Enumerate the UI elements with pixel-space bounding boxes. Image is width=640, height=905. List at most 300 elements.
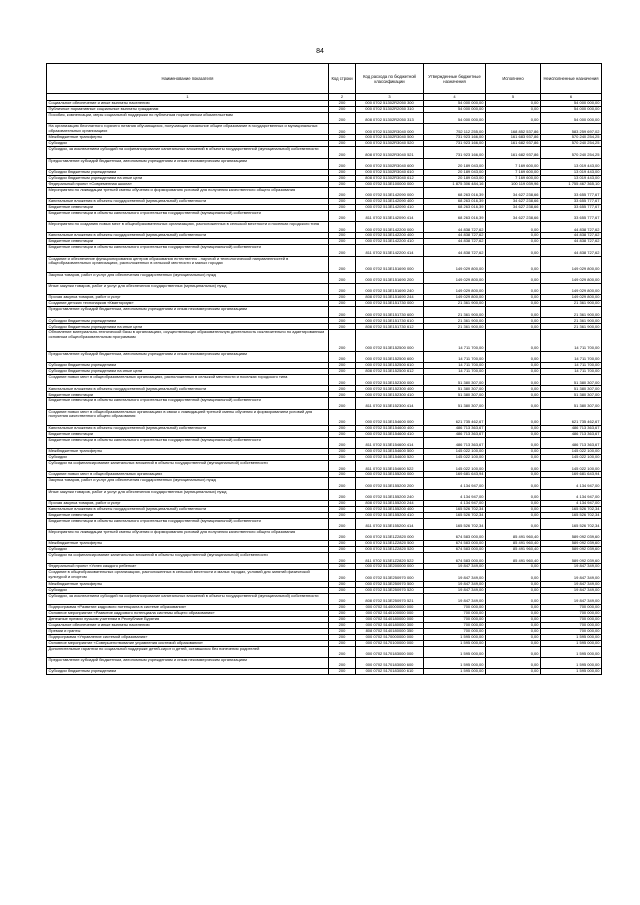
row-kbk: 000 0702 513E151730 600 bbox=[356, 307, 424, 318]
row-executed: 0,00 bbox=[486, 455, 541, 461]
row-executed: 0,00 bbox=[486, 646, 541, 657]
row-approved: 752 112 255,00 bbox=[424, 124, 486, 135]
row-line-code: 200 bbox=[329, 593, 356, 604]
row-name: Прочая закупка товаров, работ и услуг bbox=[47, 295, 329, 301]
row-remaining: 44 838 727,62 bbox=[541, 222, 602, 233]
row-executed: 0,00 bbox=[486, 245, 541, 256]
row-name: Капитальные вложения в объекты государственной (муниципальной) собственности bbox=[47, 386, 329, 392]
row-kbk: 808 0702 513E151690 244 bbox=[356, 295, 424, 301]
row-kbk: 000 0702 51302R3040 610 bbox=[356, 169, 424, 175]
row-line-code: 200 bbox=[329, 135, 356, 141]
row-executed: 34 627 238,66 bbox=[486, 187, 541, 198]
row-kbk: 000 0702 513E250970 500 bbox=[356, 581, 424, 587]
row-remaining: 33 655 777,67 bbox=[541, 187, 602, 198]
row-remaining: 589 092 039,60 bbox=[541, 541, 602, 547]
row-line-code: 200 bbox=[329, 472, 356, 478]
row-name: Субсидии бюджетным учреждениям на иные цели bbox=[47, 369, 329, 375]
row-name: Создание в общеобразовательных организациях, расположенных в сельской местности и малых городах, условий для занятий физической культурой и спортом bbox=[47, 570, 329, 581]
row-line-code: 200 bbox=[329, 204, 356, 210]
row-executed: 0,00 bbox=[486, 307, 541, 318]
row-line-code: 200 bbox=[329, 363, 356, 369]
row-line-code: 200 bbox=[329, 158, 356, 169]
column-number-row bbox=[47, 94, 602, 101]
row-executed: 0,00 bbox=[486, 409, 541, 425]
row-remaining: 149 029 800,00 bbox=[541, 272, 602, 283]
table-row bbox=[47, 147, 602, 158]
row-executed: 0,00 bbox=[486, 449, 541, 455]
row-name: Денежные премии лучшим учителям в Республике Бурятия bbox=[47, 616, 329, 622]
row-name: Создание новых мест в общеобразовательных организациях, расположенных в сельской местности и поселках городского типа bbox=[47, 375, 329, 386]
table-row bbox=[47, 646, 602, 657]
row-remaining: 54 000 000,00 bbox=[541, 113, 602, 124]
row-kbk: 000 0702 513E152300 400 bbox=[356, 386, 424, 392]
row-approved: 68 263 016,39 bbox=[424, 204, 486, 210]
row-executed: 0,00 bbox=[486, 386, 541, 392]
row-kbk: 000 0702 513E152500 000 bbox=[356, 330, 424, 352]
row-name: Субсидии bbox=[47, 587, 329, 593]
row-name: На организацию бесплатного горячего питания обучающихся, получающих начальное общее образование в государственных и муниципальных образовательных организациях bbox=[47, 124, 329, 135]
row-executed: 0,00 bbox=[486, 398, 541, 409]
table-row bbox=[47, 570, 602, 581]
row-executed: 0,00 bbox=[486, 295, 541, 301]
row-kbk: 808 0702 5140180000 350 bbox=[356, 628, 424, 634]
row-executed: 0,00 bbox=[486, 284, 541, 295]
row-remaining: 19 847 349,00 bbox=[541, 564, 602, 570]
row-approved: 19 847 349,00 bbox=[424, 570, 486, 581]
row-kbk: 000 0702 513E142200 000 bbox=[356, 222, 424, 233]
row-remaining: 4 134 947,00 bbox=[541, 489, 602, 500]
row-line-code: 200 bbox=[329, 553, 356, 564]
row-kbk: 000 0702 513E1Z2820 520 bbox=[356, 547, 424, 553]
row-line-code: 200 bbox=[329, 324, 356, 330]
row-kbk: 000 0702 513E154600 520 bbox=[356, 455, 424, 461]
row-kbk: 000 0702 513E142090 000 bbox=[356, 187, 424, 198]
row-remaining: 13 019 443,00 bbox=[541, 169, 602, 175]
row-name: Бюджетные инвестиции bbox=[47, 239, 329, 245]
row-remaining: 1 595 000,00 bbox=[541, 646, 602, 657]
row-remaining: 44 838 727,62 bbox=[541, 233, 602, 239]
row-kbk: 000 0702 513E154600 400 bbox=[356, 426, 424, 432]
row-remaining: 165 526 702,34 bbox=[541, 512, 602, 518]
row-line-code: 200 bbox=[329, 616, 356, 622]
row-executed: 0,00 bbox=[486, 101, 541, 107]
row-kbk: 000 0702 5170183000 610 bbox=[356, 669, 424, 675]
table-row bbox=[47, 245, 602, 256]
row-executed: 0,00 bbox=[486, 363, 541, 369]
row-name: Межбюджетные трансферты bbox=[47, 541, 329, 547]
row-name: Субсидии бюджетным учреждениям bbox=[47, 669, 329, 675]
row-kbk: 808 0702 51302R3040 521 bbox=[356, 147, 424, 158]
row-approved: 149 029 800,00 bbox=[424, 256, 486, 272]
row-kbk: 000 0702 513E155200 240 bbox=[356, 489, 424, 500]
row-kbk: 811 0702 513E154600 522 bbox=[356, 461, 424, 472]
row-executed: 0,00 bbox=[486, 628, 541, 634]
row-approved: 20 189 043,00 bbox=[424, 175, 486, 181]
table-row bbox=[47, 409, 602, 425]
row-executed: 100 119 039,96 bbox=[486, 181, 541, 187]
row-line-code: 200 bbox=[329, 198, 356, 204]
row-approved: 1 595 000,00 bbox=[424, 657, 486, 668]
row-remaining: 21 361 900,00 bbox=[541, 324, 602, 330]
row-remaining: 570 240 254,25 bbox=[541, 147, 602, 158]
row-kbk: 000 0702 5140180000 000 bbox=[356, 616, 424, 622]
row-line-code: 200 bbox=[329, 634, 356, 640]
row-executed: 0,00 bbox=[486, 318, 541, 324]
row-line-code: 200 bbox=[329, 239, 356, 245]
row-approved: 169 681 643,94 bbox=[424, 472, 486, 478]
row-remaining: 4 134 947,00 bbox=[541, 478, 602, 489]
row-approved: 145 022 100,00 bbox=[424, 461, 486, 472]
row-remaining: 165 526 702,34 bbox=[541, 506, 602, 512]
row-kbk: 000 0702 513E154600 500 bbox=[356, 449, 424, 455]
row-name: Прочая закупка товаров, работ и услуг bbox=[47, 500, 329, 506]
row-remaining: 700 000,00 bbox=[541, 622, 602, 628]
row-line-code: 200 bbox=[329, 581, 356, 587]
row-approved: 1 595 000,00 bbox=[424, 640, 486, 646]
row-name: Мероприятия по ликвидации третьей смены обучения и формированию условий для получения качественного общего образования bbox=[47, 529, 329, 540]
row-name: Дополнительные гарантии по социальной поддержке детей-сирот и детей, оставшихся без попечения родителей bbox=[47, 646, 329, 657]
table-row bbox=[47, 669, 602, 675]
header-name: Наименование показателя bbox=[47, 64, 329, 94]
column-number: 4 bbox=[424, 94, 486, 101]
row-approved: 4 134 947,00 bbox=[424, 478, 486, 489]
row-executed: 0,00 bbox=[486, 375, 541, 386]
row-approved: 44 838 727,62 bbox=[424, 222, 486, 233]
row-kbk: 000 0702 51302R3040 000 bbox=[356, 124, 424, 135]
row-kbk: 000 0702 513E155200 000 bbox=[356, 472, 424, 478]
row-remaining: 13 019 443,00 bbox=[541, 158, 602, 169]
row-approved: 68 263 016,39 bbox=[424, 187, 486, 198]
row-line-code: 200 bbox=[329, 500, 356, 506]
row-line-code: 200 bbox=[329, 375, 356, 386]
row-remaining: 486 713 363,67 bbox=[541, 426, 602, 432]
row-approved: 21 361 900,00 bbox=[424, 318, 486, 324]
row-executed: 0,00 bbox=[486, 472, 541, 478]
row-remaining: 19 847 349,00 bbox=[541, 587, 602, 593]
row-executed: 0,00 bbox=[486, 272, 541, 283]
row-kbk: 000 0702 513E151690 240 bbox=[356, 284, 424, 295]
row-line-code: 200 bbox=[329, 386, 356, 392]
row-approved: 149 029 800,00 bbox=[424, 272, 486, 283]
row-executed: 0,00 bbox=[486, 113, 541, 124]
row-name: Субсидии bbox=[47, 141, 329, 147]
row-line-code: 200 bbox=[329, 318, 356, 324]
row-remaining: 570 240 254,25 bbox=[541, 135, 602, 141]
row-line-code: 200 bbox=[329, 489, 356, 500]
column-number: 6 bbox=[541, 94, 602, 101]
row-name: Предоставление субсидий бюджетным, автономным учреждениям и иным некоммерческим организациям bbox=[47, 352, 329, 363]
table-row bbox=[47, 657, 602, 668]
row-name: Федеральный проект «Современная школа» bbox=[47, 181, 329, 187]
row-name: Подпрограмма «Развитие кадрового потенциала в системе образования» bbox=[47, 604, 329, 610]
row-remaining: 21 361 900,00 bbox=[541, 318, 602, 324]
row-executed: 0,00 bbox=[486, 461, 541, 472]
row-kbk: 000 0702 513E151690 200 bbox=[356, 272, 424, 283]
row-approved: 68 263 016,39 bbox=[424, 210, 486, 221]
row-remaining: 33 655 777,67 bbox=[541, 204, 602, 210]
row-remaining: 700 000,00 bbox=[541, 610, 602, 616]
row-line-code: 200 bbox=[329, 369, 356, 375]
row-approved: 14 711 700,00 bbox=[424, 330, 486, 352]
row-executed: 0,00 bbox=[486, 518, 541, 529]
row-kbk: 000 0702 513E155200 200 bbox=[356, 478, 424, 489]
row-name: Капитальные вложения в объекты государственной (муниципальной) собственности bbox=[47, 233, 329, 239]
row-line-code: 200 bbox=[329, 272, 356, 283]
row-executed: 0,00 bbox=[486, 107, 541, 113]
row-executed: 0,00 bbox=[486, 426, 541, 432]
row-name: Бюджетные инвестиции bbox=[47, 392, 329, 398]
row-name: Субсидии bbox=[47, 455, 329, 461]
row-name: Бюджетные инвестиции в объекты капитального строительства государственной (муниципальной) собственности bbox=[47, 518, 329, 529]
row-name: Капитальные вложения в объекты государственной (муниципальной) собственности bbox=[47, 426, 329, 432]
row-line-code: 200 bbox=[329, 564, 356, 570]
row-approved: 700 000,00 bbox=[424, 622, 486, 628]
row-kbk: 000 0702 513E155200 410 bbox=[356, 512, 424, 518]
row-executed: 0,00 bbox=[486, 489, 541, 500]
row-kbk: 000 0702 513E152300 410 bbox=[356, 392, 424, 398]
row-approved: 674 583 000,00 bbox=[424, 541, 486, 547]
row-approved: 21 361 900,00 bbox=[424, 301, 486, 307]
row-line-code: 200 bbox=[329, 438, 356, 449]
row-line-code: 200 bbox=[329, 426, 356, 432]
row-remaining: 1 595 000,00 bbox=[541, 669, 602, 675]
table-row bbox=[47, 272, 602, 283]
row-line-code: 200 bbox=[329, 101, 356, 107]
row-approved: 149 029 800,00 bbox=[424, 284, 486, 295]
row-name: Субсидии bbox=[47, 547, 329, 553]
row-name: Бюджетные инвестиции в объекты капитального строительства государственной (муниципальной) собственности bbox=[47, 245, 329, 256]
row-line-code: 200 bbox=[329, 657, 356, 668]
table-row bbox=[47, 375, 602, 386]
row-line-code: 200 bbox=[329, 518, 356, 529]
row-line-code: 200 bbox=[329, 669, 356, 675]
row-name: Иные закупки товаров, работ и услуг для обеспечения государственных (муниципальных) нужд bbox=[47, 489, 329, 500]
row-kbk: 000 0702 513E142090 400 bbox=[356, 198, 424, 204]
row-kbk: 000 0702 513E155200 400 bbox=[356, 506, 424, 512]
row-approved: 14 711 700,00 bbox=[424, 363, 486, 369]
row-name: Субсидии на софинансирование капитальных вложений в объекты государственной (муниципальной) собственности bbox=[47, 461, 329, 472]
row-name: Межбюджетные трансферты bbox=[47, 135, 329, 141]
table-row bbox=[47, 158, 602, 169]
row-approved: 20 189 043,00 bbox=[424, 158, 486, 169]
row-name: Субсидии бюджетным учреждениям на иные цели bbox=[47, 175, 329, 181]
row-executed: 0,00 bbox=[486, 634, 541, 640]
row-kbk: 000 0702 513E152500 600 bbox=[356, 352, 424, 363]
row-line-code: 200 bbox=[329, 147, 356, 158]
row-kbk: 000 0702 513E152300 000 bbox=[356, 375, 424, 386]
row-remaining: 44 838 727,62 bbox=[541, 245, 602, 256]
row-name: Бюджетные инвестиции в объекты капитального строительства государственной (муниципальной) собственности bbox=[47, 438, 329, 449]
row-executed: 0,00 bbox=[486, 570, 541, 581]
row-approved: 68 263 016,39 bbox=[424, 198, 486, 204]
row-name: Межбюджетные трансферты bbox=[47, 449, 329, 455]
row-name: Предоставление субсидий бюджетным, автономным учреждениям и иным некоммерческим организациям bbox=[47, 307, 329, 318]
table-header-row bbox=[47, 64, 602, 94]
row-approved: 165 526 702,34 bbox=[424, 506, 486, 512]
row-approved: 674 583 000,00 bbox=[424, 529, 486, 540]
row-name: Основное мероприятие «Развитие кадрового потенциала системы общего образования» bbox=[47, 610, 329, 616]
row-line-code: 200 bbox=[329, 175, 356, 181]
row-executed: 0,00 bbox=[486, 432, 541, 438]
table-row bbox=[47, 113, 602, 124]
row-executed: 168 852 537,86 bbox=[486, 124, 541, 135]
row-executed: 0,00 bbox=[486, 657, 541, 668]
row-kbk: 000 0702 51302R3040 500 bbox=[356, 135, 424, 141]
row-kbk: 000 0702 513E200000 000 bbox=[356, 564, 424, 570]
row-line-code: 200 bbox=[329, 330, 356, 352]
row-approved: 20 189 043,00 bbox=[424, 169, 486, 175]
row-approved: 51 380 307,00 bbox=[424, 375, 486, 386]
row-line-code: 200 bbox=[329, 449, 356, 455]
row-kbk: 000 0702 513E142200 410 bbox=[356, 239, 424, 245]
row-executed: 85 491 960,40 bbox=[486, 553, 541, 564]
row-remaining: 589 092 039,60 bbox=[541, 547, 602, 553]
row-kbk: 808 0702 51302R3040 612 bbox=[356, 175, 424, 181]
row-approved: 165 526 702,34 bbox=[424, 518, 486, 529]
row-line-code: 200 bbox=[329, 210, 356, 221]
row-executed: 0,00 bbox=[486, 593, 541, 604]
row-name: Премии и гранты bbox=[47, 628, 329, 634]
row-kbk: 808 0702 513E151730 612 bbox=[356, 324, 424, 330]
row-kbk: 811 0702 513E142090 414 bbox=[356, 210, 424, 221]
row-name: Федеральный проект «Успех каждого ребенка» bbox=[47, 564, 329, 570]
row-executed: 0,00 bbox=[486, 604, 541, 610]
row-approved: 621 735 462,67 bbox=[424, 409, 486, 425]
row-line-code: 200 bbox=[329, 295, 356, 301]
row-executed: 34 627 238,66 bbox=[486, 198, 541, 204]
row-executed: 0,00 bbox=[486, 500, 541, 506]
table-row bbox=[47, 398, 602, 409]
row-remaining: 149 029 800,00 bbox=[541, 256, 602, 272]
row-approved: 51 380 307,00 bbox=[424, 392, 486, 398]
row-kbk: 000 0702 5170183000 600 bbox=[356, 657, 424, 668]
row-line-code: 200 bbox=[329, 124, 356, 135]
row-approved: 145 022 100,00 bbox=[424, 449, 486, 455]
row-executed: 85 491 960,40 bbox=[486, 529, 541, 540]
row-line-code: 200 bbox=[329, 610, 356, 616]
row-line-code: 200 bbox=[329, 107, 356, 113]
row-name: Закупка товаров, работ и услуг для обеспечения государственных (муниципальных) нужд bbox=[47, 478, 329, 489]
row-name: Капитальные вложения в объекты государственной (муниципальной) собственности bbox=[47, 198, 329, 204]
row-executed: 7 169 600,00 bbox=[486, 158, 541, 169]
row-approved: 54 000 000,00 bbox=[424, 101, 486, 107]
row-remaining: 700 000,00 bbox=[541, 616, 602, 622]
header-remaining: Неисполненные назначения bbox=[541, 64, 602, 94]
row-remaining: 54 000 000,00 bbox=[541, 101, 602, 107]
row-kbk: 808 0702 513E152500 612 bbox=[356, 369, 424, 375]
row-line-code: 200 bbox=[329, 512, 356, 518]
row-line-code: 200 bbox=[329, 284, 356, 295]
row-approved: 19 847 349,00 bbox=[424, 564, 486, 570]
row-kbk: 811 0702 513E155200 414 bbox=[356, 518, 424, 529]
row-line-code: 200 bbox=[329, 409, 356, 425]
row-approved: 700 000,00 bbox=[424, 628, 486, 634]
row-executed: 0,00 bbox=[486, 239, 541, 245]
row-remaining: 51 380 307,00 bbox=[541, 392, 602, 398]
row-kbk: 000 0702 513E250970 000 bbox=[356, 570, 424, 581]
row-kbk: 000 0702 513E152500 610 bbox=[356, 363, 424, 369]
row-executed: 0,00 bbox=[486, 330, 541, 352]
row-name: Мероприятия по созданию новых мест в общеобразовательных организациях, расположенных в сельской местности и поселках городского типа bbox=[47, 222, 329, 233]
row-remaining: 14 711 700,00 bbox=[541, 330, 602, 352]
table-row bbox=[47, 187, 602, 198]
row-kbk: 000 0702 513E154600 000 bbox=[356, 409, 424, 425]
row-line-code: 200 bbox=[329, 529, 356, 540]
row-name: Предоставление субсидий бюджетным, автономным учреждениям и иным некоммерческим организациям bbox=[47, 657, 329, 668]
table-row bbox=[47, 553, 602, 564]
row-kbk: 000 0702 513E142090 410 bbox=[356, 204, 424, 210]
row-name: Бюджетные инвестиции bbox=[47, 512, 329, 518]
row-line-code: 200 bbox=[329, 640, 356, 646]
row-kbk: 808 0702 513E250970 521 bbox=[356, 593, 424, 604]
row-name: Создание новых мест в общеобразовательных организациях bbox=[47, 472, 329, 478]
row-approved: 44 838 727,62 bbox=[424, 245, 486, 256]
table-row bbox=[47, 284, 602, 295]
row-line-code: 200 bbox=[329, 245, 356, 256]
row-approved: 1 595 000,00 bbox=[424, 634, 486, 640]
row-line-code: 200 bbox=[329, 113, 356, 124]
table-row bbox=[47, 124, 602, 135]
row-approved: 486 713 363,67 bbox=[424, 426, 486, 432]
row-executed: 0,00 bbox=[486, 233, 541, 239]
row-approved: 674 583 000,00 bbox=[424, 547, 486, 553]
row-kbk: 000 0702 513E151730 610 bbox=[356, 318, 424, 324]
row-name: Подпрограмма «Управление системой образования» bbox=[47, 634, 329, 640]
row-approved: 731 923 166,00 bbox=[424, 141, 486, 147]
row-name: Создание детских технопарков «Кванториум» bbox=[47, 301, 329, 307]
row-executed: 85 491 960,40 bbox=[486, 541, 541, 547]
row-approved: 165 526 702,34 bbox=[424, 512, 486, 518]
row-kbk: 000 0702 51302R2050 310 bbox=[356, 107, 424, 113]
row-kbk: 000 0702 5170100000 000 bbox=[356, 640, 424, 646]
row-line-code: 200 bbox=[329, 628, 356, 634]
row-remaining: 19 847 349,00 bbox=[541, 581, 602, 587]
row-approved: 1 595 000,00 bbox=[424, 646, 486, 657]
row-line-code: 200 bbox=[329, 256, 356, 272]
row-remaining: 51 380 307,00 bbox=[541, 398, 602, 409]
row-kbk: 000 0702 5140000000 000 bbox=[356, 604, 424, 610]
row-remaining: 589 092 039,60 bbox=[541, 553, 602, 564]
row-line-code: 200 bbox=[329, 432, 356, 438]
row-remaining: 21 361 900,00 bbox=[541, 307, 602, 318]
row-executed: 161 682 937,86 bbox=[486, 141, 541, 147]
row-remaining: 19 847 349,00 bbox=[541, 593, 602, 604]
row-line-code: 200 bbox=[329, 622, 356, 628]
row-executed: 0,00 bbox=[486, 506, 541, 512]
row-name: Субсидии бюджетным учреждениям bbox=[47, 169, 329, 175]
table-row bbox=[47, 529, 602, 540]
row-name: Социальное обеспечение и иные выплаты населению bbox=[47, 101, 329, 107]
row-line-code: 200 bbox=[329, 587, 356, 593]
row-remaining: 700 000,00 bbox=[541, 628, 602, 634]
row-executed: 0,00 bbox=[486, 581, 541, 587]
row-executed: 0,00 bbox=[486, 622, 541, 628]
row-approved: 19 847 349,00 bbox=[424, 587, 486, 593]
row-approved: 700 000,00 bbox=[424, 616, 486, 622]
row-executed: 7 169 600,00 bbox=[486, 169, 541, 175]
row-kbk: 000 0702 513E154600 410 bbox=[356, 432, 424, 438]
row-executed: 0,00 bbox=[486, 564, 541, 570]
table-row bbox=[47, 478, 602, 489]
row-kbk: 000 0702 513E151690 000 bbox=[356, 256, 424, 272]
row-name: Субсидии бюджетным учреждениям bbox=[47, 318, 329, 324]
row-approved: 145 022 100,00 bbox=[424, 455, 486, 461]
row-executed: 0,00 bbox=[486, 256, 541, 272]
row-executed: 0,00 bbox=[486, 587, 541, 593]
row-approved: 700 000,00 bbox=[424, 604, 486, 610]
row-remaining: 145 022 100,00 bbox=[541, 455, 602, 461]
row-kbk: 811 0702 513E154600 414 bbox=[356, 438, 424, 449]
